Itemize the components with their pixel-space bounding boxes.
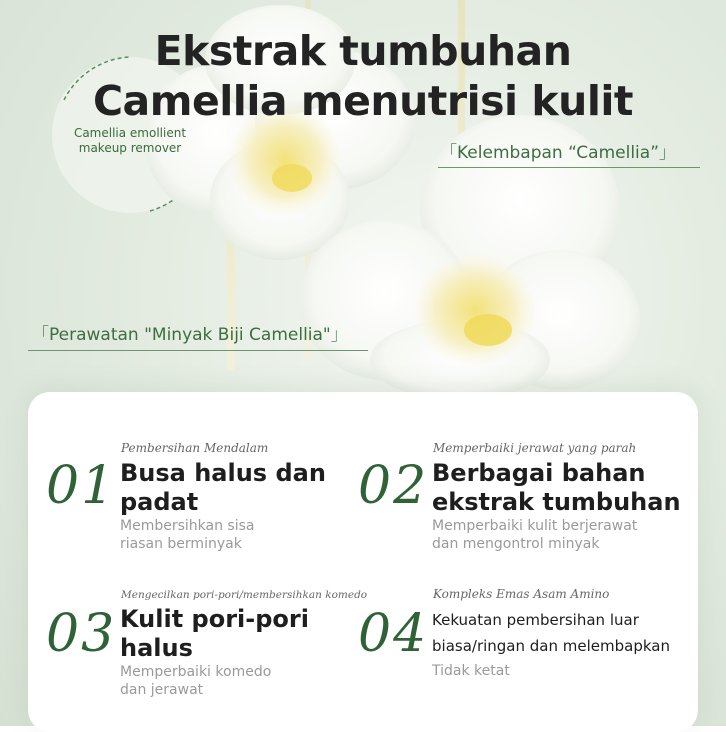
feature-description [432, 662, 510, 680]
feature-description-line-2: riasan berminyak [120, 536, 242, 552]
feature-heading-line-1: Kekuatan pembersihan luar [432, 611, 639, 629]
feature-description-line-2: dan jerawat [120, 682, 204, 698]
feature-number: 04 [358, 604, 429, 664]
feature-heading-line-1: Kulit pori-pori [120, 605, 309, 633]
feature-description-line-1: Memperbaiki kulit berjerawat [432, 518, 638, 534]
badge-label [60, 126, 200, 156]
feature-caption: Pembersihan Mendalam [121, 441, 269, 455]
badge-line-1: Camellia emollient [73, 126, 187, 140]
feature-heading [432, 459, 681, 517]
feature-caption: Memperbaiki jerawat yang parah [433, 441, 637, 455]
feature-heading [120, 605, 309, 663]
title-line-2: Camellia menutrisi kulit [92, 77, 634, 125]
feature-caption: Mengecilkan pori-pori/membersihkan komedo [121, 589, 368, 601]
feature-heading-line-1: Berbagai bahan [432, 459, 646, 487]
title-line-1: Ekstrak tumbuhan [154, 27, 572, 75]
feature-description-line-1: Memperbaiki komedo [120, 664, 272, 680]
feature-heading-line-1: Busa halus dan [120, 459, 326, 487]
page-title [0, 26, 726, 126]
feature-description-line-1: Tidak ketat [432, 663, 510, 679]
feature-caption: Kompleks Emas Asam Amino [433, 587, 610, 601]
feature-number: 02 [358, 456, 429, 516]
feature-description-line-1: Membersihkan sisa [120, 518, 255, 534]
feature-number: 01 [46, 456, 117, 516]
moisture-label: 「Kelembapan “Camellia”」 [440, 143, 676, 163]
feature-description [432, 517, 637, 553]
feature-heading-line-2: biasa/ringan dan melembapkan [432, 637, 670, 655]
moisture-underline [438, 167, 700, 168]
badge-line-2: makeup remover [78, 141, 182, 155]
feature-heading [432, 607, 670, 659]
feature-heading-line-2: halus [120, 634, 193, 662]
feature-description-line-2: dan mengontrol minyak [432, 536, 600, 552]
oil-care-underline [28, 350, 368, 351]
feature-heading-line-2: ekstrak tumbuhan [432, 488, 681, 516]
feature-heading [120, 459, 326, 517]
feature-number: 03 [46, 604, 117, 664]
oil-care-label: 「Perawatan "Minyak Biji Camellia"」 [32, 325, 348, 345]
feature-heading-line-2: padat [120, 488, 199, 516]
feature-description [120, 663, 271, 699]
feature-description [120, 517, 254, 553]
